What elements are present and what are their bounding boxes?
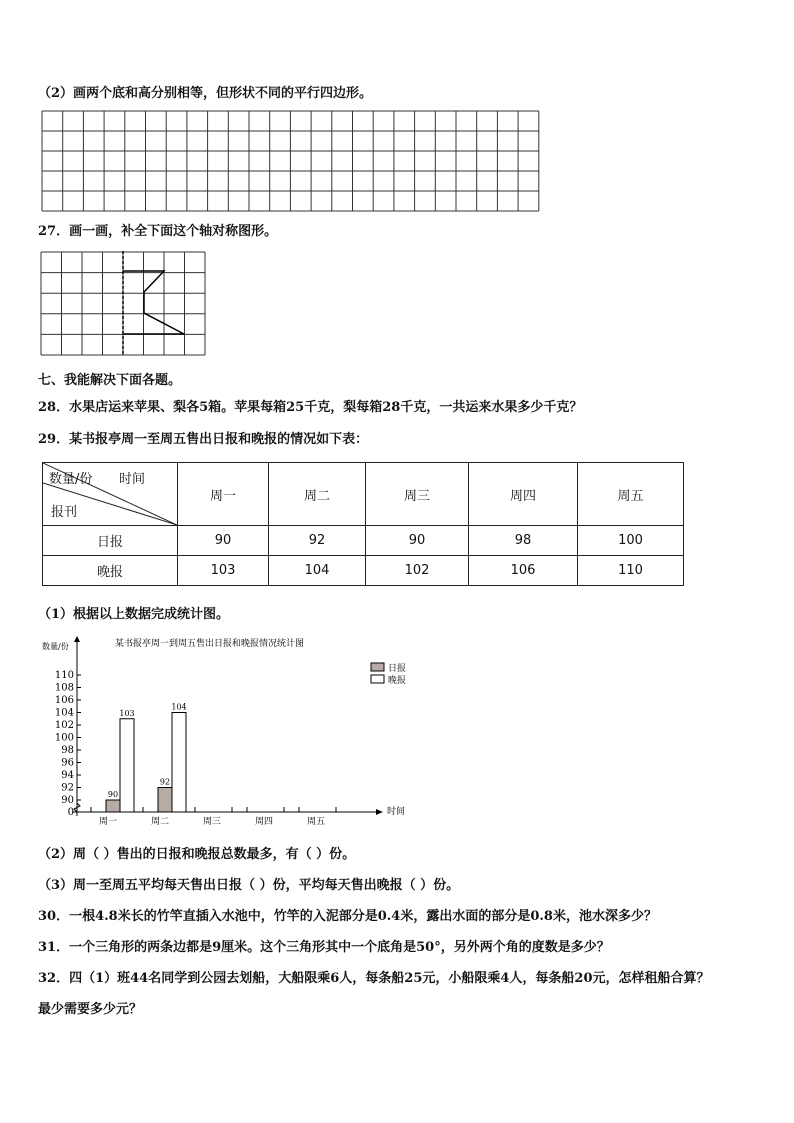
corner-time-label: 时间 <box>119 472 146 487</box>
sales-table <box>42 462 684 586</box>
bar-data-label: 92 <box>159 777 171 787</box>
y-tick-label: 92 <box>61 782 74 794</box>
q29-part1-text: （1）根据以上数据完成统计图。 <box>38 607 230 622</box>
q31-text: 31．一个三角形的两条边都是9厘米。这个三角形其中一个底角是50°，另外两个角的度数是多少？ <box>38 940 610 955</box>
table-cell: 106 <box>469 556 578 586</box>
legend-swatch <box>371 675 384 683</box>
table-cell: 110 <box>578 556 684 586</box>
table-cell: 104 <box>269 556 366 586</box>
table-cell: 103 <box>178 556 269 586</box>
q30-text: 30．一根4.8米长的竹竿直插入水池中，竹竿的入泥部分是0.4米，露出水面的部分是0.8米，池水深多少？ <box>38 909 657 924</box>
table-cell: 92 <box>269 526 366 556</box>
table-row <box>43 526 684 556</box>
x-tick-label: 周二 <box>150 817 170 827</box>
q26-part2-text: （2）画两个底和高分别相等，但形状不同的平行四边形。 <box>38 86 373 101</box>
table-cell: 90 <box>178 526 269 556</box>
header-day: 周四 <box>469 463 578 526</box>
x-tick-label: 周五 <box>306 817 326 827</box>
bar-chart[interactable] <box>40 632 420 832</box>
corner-paper-label: 报刊 <box>51 505 78 520</box>
x-tick-label: 周四 <box>254 817 274 827</box>
y-tick-label: 98 <box>61 745 74 756</box>
x-axis-arrow <box>376 809 383 815</box>
bar-data-label: 104 <box>171 702 187 712</box>
bar <box>120 719 134 812</box>
y-axis-arrow <box>74 636 80 642</box>
y-tick-label: 100 <box>54 732 74 744</box>
section7-heading: 七、我能解决下面各题。 <box>38 373 182 388</box>
y-tick-label: 102 <box>54 720 74 731</box>
header-day: 周一 <box>178 463 269 526</box>
y-tick-label: 106 <box>54 695 74 706</box>
table-corner-cell <box>43 463 178 526</box>
q29-part3-text: （3）周一至周五平均每天售出日报（ ）份，平均每天售出晚报（ ）份。 <box>38 878 460 893</box>
legend-swatch <box>371 663 384 671</box>
table-row <box>43 556 684 586</box>
drawing-grid-symmetry[interactable] <box>40 251 207 357</box>
table-header-row <box>43 463 684 526</box>
chart-title: 某书报亭周一到周五售出日报和晚报情况统计图 <box>115 639 305 649</box>
row-label: 日报 <box>43 526 178 556</box>
y-tick-label: 96 <box>61 757 74 769</box>
q29-text: 29．某书报亭周一至周五售出日报和晚报的情况如下表： <box>38 432 369 447</box>
drawing-grid-parallelogram[interactable] <box>41 110 541 212</box>
y-tick-label: 90 <box>61 795 74 806</box>
table-cell: 102 <box>366 556 469 586</box>
header-day: 周五 <box>578 463 684 526</box>
legend-label: 日报 <box>388 664 407 674</box>
table-cell: 100 <box>578 526 684 556</box>
bar <box>106 800 120 812</box>
header-day: 周二 <box>269 463 366 526</box>
y-tick-label: 108 <box>54 682 74 694</box>
y-tick-label: 110 <box>54 670 74 681</box>
bar-data-label: 90 <box>107 790 119 799</box>
table-cell: 98 <box>469 526 578 556</box>
x-tick-label: 周一 <box>98 817 118 827</box>
header-day: 周三 <box>366 463 469 526</box>
y-tick-label: 104 <box>54 707 74 719</box>
y-tick-label: 0 <box>67 807 74 818</box>
y-tick-label: 94 <box>61 770 74 781</box>
q28-text: 28．水果店运来苹果、梨各5箱。苹果每箱25千克，梨每箱28千克，一共运来水果多少千克？ <box>38 400 583 415</box>
legend-label: 晚报 <box>388 676 407 686</box>
bar-data-label: 103 <box>119 708 135 718</box>
q29-part2-text: （2）周（ ）售出的日报和晚报总数最多，有（ ）份。 <box>38 847 356 862</box>
x-axis-label: 时间 <box>387 807 406 817</box>
q32-text-line1: 32．四（1）班44名同学到公园去划船，大船限乘6人，每条船25元，小船限乘4人，每条船20元，怎样租船合算？ <box>38 971 710 986</box>
row-label: 晚报 <box>43 556 178 586</box>
x-tick-label: 周三 <box>202 817 222 827</box>
half-figure <box>123 271 184 334</box>
y-axis-label: 数量/份 <box>42 642 69 651</box>
table-cell: 90 <box>366 526 469 556</box>
q27-text: 27．画一画，补全下面这个轴对称图形。 <box>38 224 278 239</box>
q32-text-line2: 最少需要多少元？ <box>38 1002 143 1017</box>
bar <box>158 788 172 813</box>
bar <box>172 713 186 813</box>
corner-quantity-label: 数量/份 <box>49 472 93 487</box>
